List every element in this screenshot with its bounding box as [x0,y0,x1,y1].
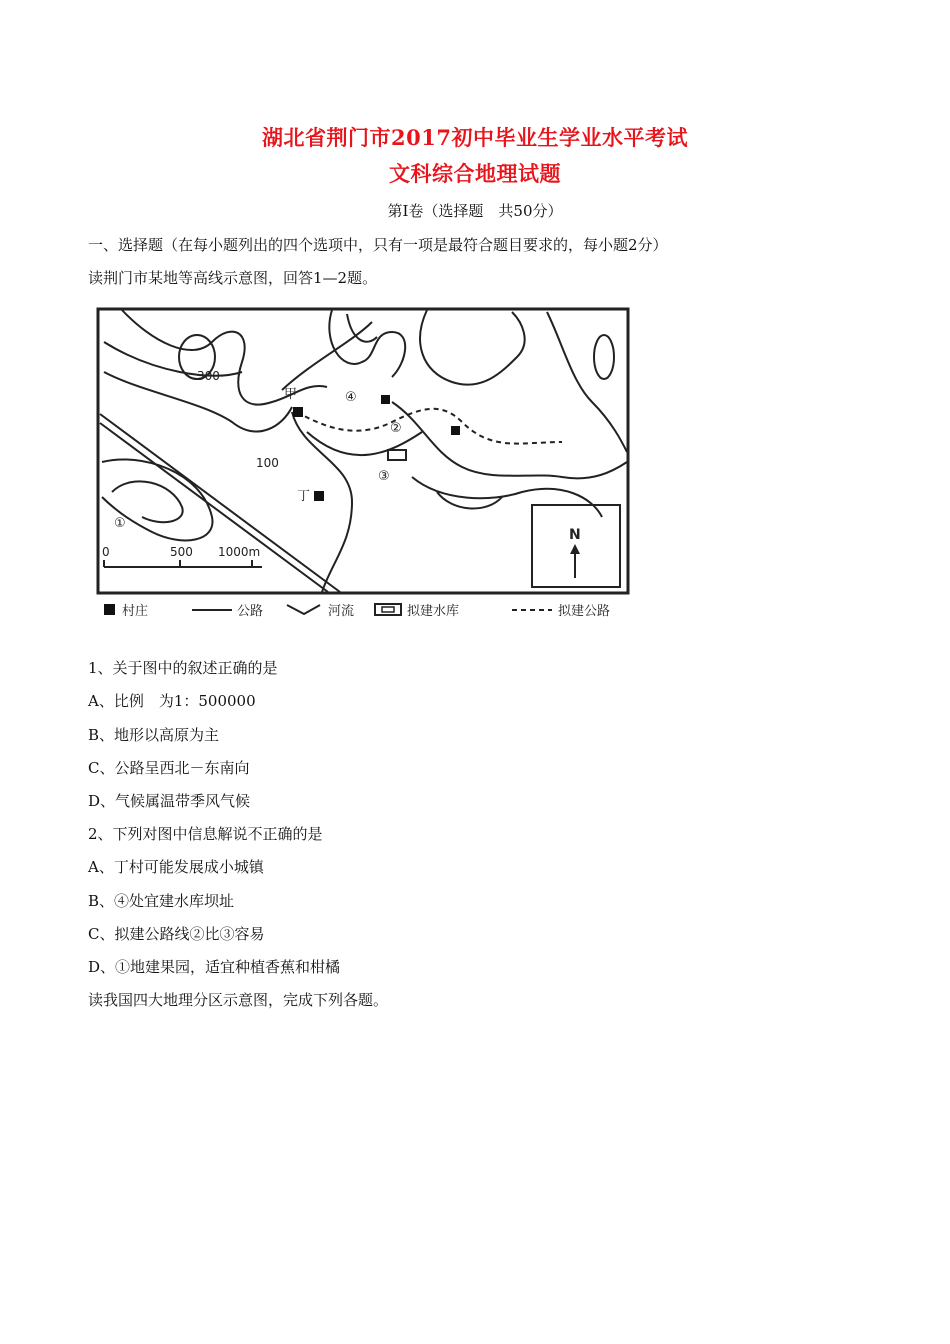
north-label: N [569,527,581,543]
svg-text:河流: 河流 [328,604,355,619]
section-label: 第Ⅰ卷（选择题 共50分） [387,202,563,220]
svg-text:拟建公路: 拟建公路 [558,604,611,619]
contour-label: 100 [256,456,279,470]
svg-text:村庄: 村庄 [122,604,149,619]
proposed-reservoir [388,450,406,460]
scale-label: 500 [170,545,193,559]
contour-label: 300 [197,369,220,383]
scale-label: 0 [102,545,110,559]
marker-label: ③ [378,469,390,484]
exam-title: 湖北省荆门市2017初中毕业生学业水平考试 [262,125,688,150]
question-option: C、拟建公路线②比③容易 [88,925,265,943]
map-intro: 读荆门市某地等高线示意图，回答1—2题。 [88,269,378,287]
marker-label: ① [114,516,126,531]
road [282,322,372,390]
map-legend [104,603,610,619]
question-option: C、公路呈西北－东南向 [88,759,250,777]
place-label: 甲 [284,387,298,402]
marker-label: ② [390,421,402,436]
place-label: 丁 [297,489,311,504]
exam-subtitle: 文科综合地理试题 [389,161,561,186]
village-marker [451,426,460,435]
scale-bar [104,560,262,567]
village-marker [381,395,390,404]
question-option: A、丁村可能发展成小城镇 [88,858,264,876]
question-option: D、气候属温带季风气候 [88,792,251,810]
svg-text:公路: 公路 [237,604,264,619]
question-option: D、①地建果园，适宜种植香蕉和柑橘 [88,958,341,976]
village-marker [293,407,303,417]
section-instructions: 一、选择题（在每小题列出的四个选项中，只有一项是最符合题目要求的，每小题2分） [88,236,668,254]
next-section-intro: 读我国四大地理分区示意图，完成下列各题。 [88,991,389,1009]
scale-label: 1000m [218,545,261,559]
svg-text:拟建水库: 拟建水库 [407,604,460,619]
question-stem: 2、下列对图中信息解说不正确的是 [88,825,323,843]
question-option: A、比例 为1：500000 [88,692,256,710]
contour-map-figure [92,302,647,627]
question-option: B、④处宜建水库坝址 [88,892,235,910]
village-marker [314,491,324,501]
question-stem: 1、关于图中的叙述正确的是 [88,659,278,677]
question-option: B、地形以高原为主 [88,726,220,744]
marker-label: ④ [345,390,357,405]
